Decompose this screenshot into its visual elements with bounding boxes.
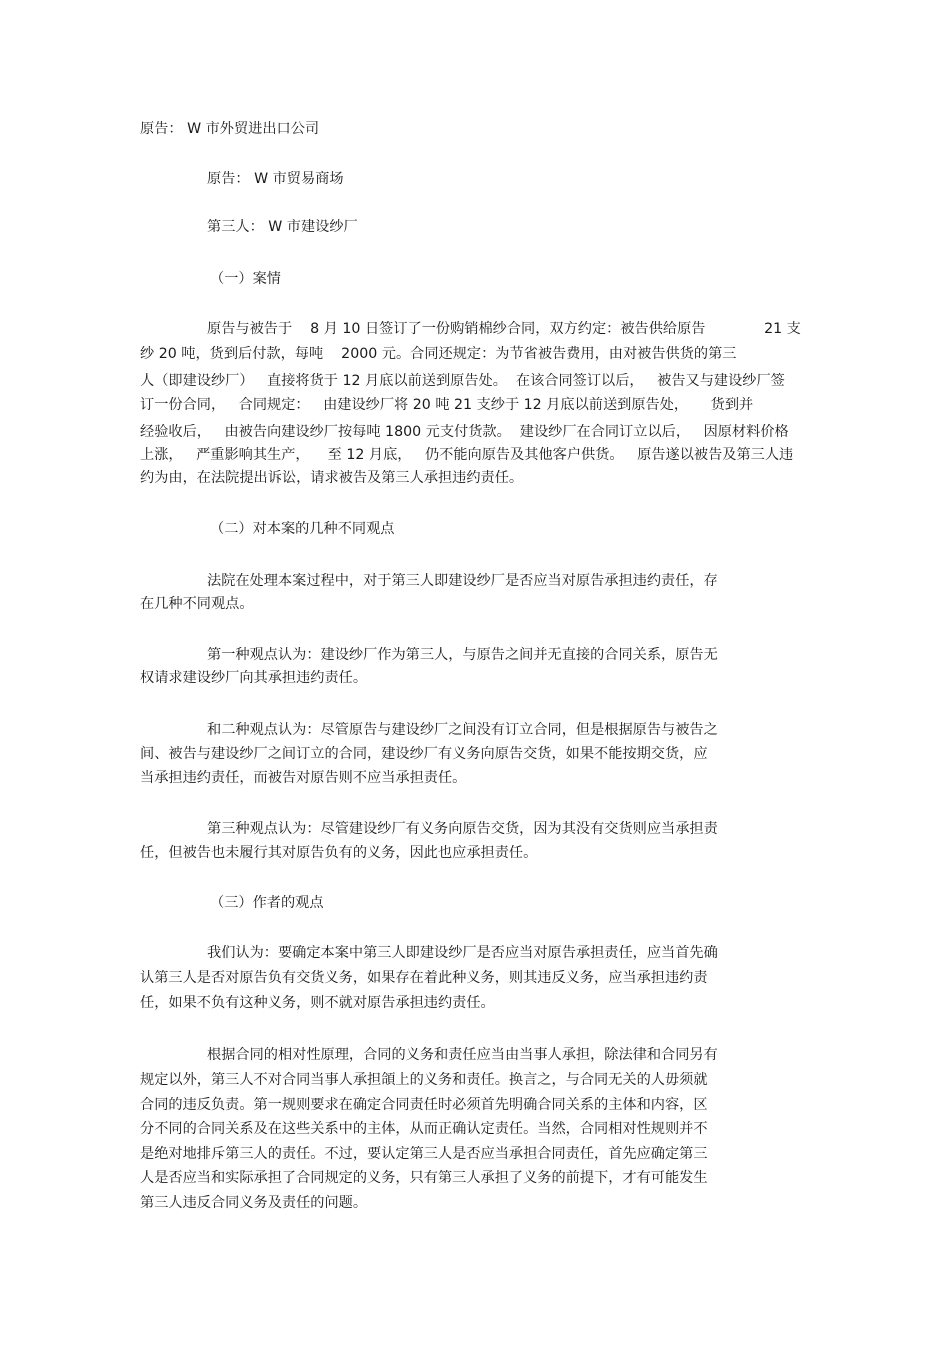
third-party-line: 第三人： W 市建设纱厂 — [207, 219, 358, 235]
author-para1-line: 认第三人是否对原告负有交货义务，如果存在着此种义务，则其违反义务，应当承担违约责 — [140, 970, 708, 986]
case-line: 订一份合同， 合同规定： 由建设纱厂将 20 吨 21 支纱于 12 月底以前送到原告处， 货到并 — [140, 397, 754, 413]
case-line: 经验收后， 由被告向建设纱厂按每吨 1800 元支付货款。 建设纱厂在合同订立以后， 因原材料价格 — [140, 424, 789, 440]
case-line: 原告与被告于 8 月 10 日签订了一份购销棉纱合同，双方约定：被告供给原告 21 支 — [207, 321, 801, 337]
section-heading-case: （一）案情 — [210, 271, 281, 287]
third-view-line: 任，但被告也未履行其对原告负有的义务，因此也应承担责任。 — [140, 845, 538, 861]
views-intro-line: 在几种不同观点。 — [140, 596, 254, 612]
plaintiff-line: 原告： W 市外贸进出口公司 — [140, 121, 320, 137]
third-view-line: 第三种观点认为：尽管建设纱厂有义务向原告交货，因为其没有交货则应当承担责 — [207, 821, 718, 837]
first-view-line: 权请求建设纱厂向其承担违约责任。 — [140, 670, 368, 686]
case-line: 上涨， 严重影响其生产， 至 12 月底， 仍不能向原告及其他客户供货。 原告遂以被告及第三人违 — [140, 447, 794, 463]
second-view-line: 和二种观点认为：尽管原告与建设纱厂之间没有订立合同，但是根据原告与被告之 — [207, 722, 718, 738]
author-para2-line: 第三人违反合同义务及责任的问题。 — [140, 1195, 368, 1211]
case-line: 纱 20 吨，货到后付款，每吨 2000 元。合同还规定：为节省被告费用，由对被告供货的第三 — [140, 346, 737, 362]
author-para1-line: 我们认为：要确定本案中第三人即建设纱厂是否应当对原告承担责任，应当首先确 — [207, 945, 718, 961]
defendant-line: 原告： W 市贸易商场 — [207, 171, 344, 187]
author-para2-line: 规定以外，第三人不对合同当事人承担頜上的义务和责任。换言之，与合同无关的人毋须就 — [140, 1072, 708, 1088]
section-heading-views: （二）对本案的几种不同观点 — [210, 521, 395, 537]
author-para2-line: 合同的违反负责。第一规则要求在确定合同责任时必须首先明确合同关系的主体和内容，区 — [140, 1097, 708, 1113]
author-para2-line: 根据合同的相对性原理，合同的义务和责任应当由当事人承担，除法律和合同另有 — [207, 1047, 718, 1063]
second-view-line: 间、被告与建设纱厂之间订立的合同，建设纱厂有义务向原告交货，如果不能按期交货，应 — [140, 746, 708, 762]
author-para2-line: 分不同的合同关系及在这些关系中的主体，从而正确认定责任。当然，合同相对性规则并不 — [140, 1121, 708, 1137]
views-intro-line: 法院在处理本案过程中，对于第三人即建设纱厂是否应当对原告承担违约责任，存 — [207, 573, 718, 589]
first-view-line: 第一种观点认为：建设纱厂作为第三人，与原告之间并无直接的合同关系，原告无 — [207, 647, 718, 663]
section-heading-author: （三）作者的观点 — [210, 895, 324, 911]
case-line: 人（即建设纱厂） 直接将货于 12 月底以前送到原告处。 在该合同签订以后， 被告又与建设纱厂签 — [140, 373, 785, 389]
author-para2-line: 是绝对地排斥第三人的责任。不过，要认定第三人是否应当承担合同责任，首先应确定第三 — [140, 1146, 708, 1162]
author-para1-line: 任，如果不负有这种义务，则不就对原告承担违约责任。 — [140, 995, 495, 1011]
author-para2-line: 人是否应当和实际承担了合同规定的义务，只有第三人承担了义务的前提下，才有可能发生 — [140, 1170, 708, 1186]
second-view-line: 当承担违约责任，而被告对原告则不应当承担责任。 — [140, 770, 467, 786]
case-line: 约为由，在法院提出诉讼，请求被告及第三人承担违约责任。 — [140, 470, 524, 486]
